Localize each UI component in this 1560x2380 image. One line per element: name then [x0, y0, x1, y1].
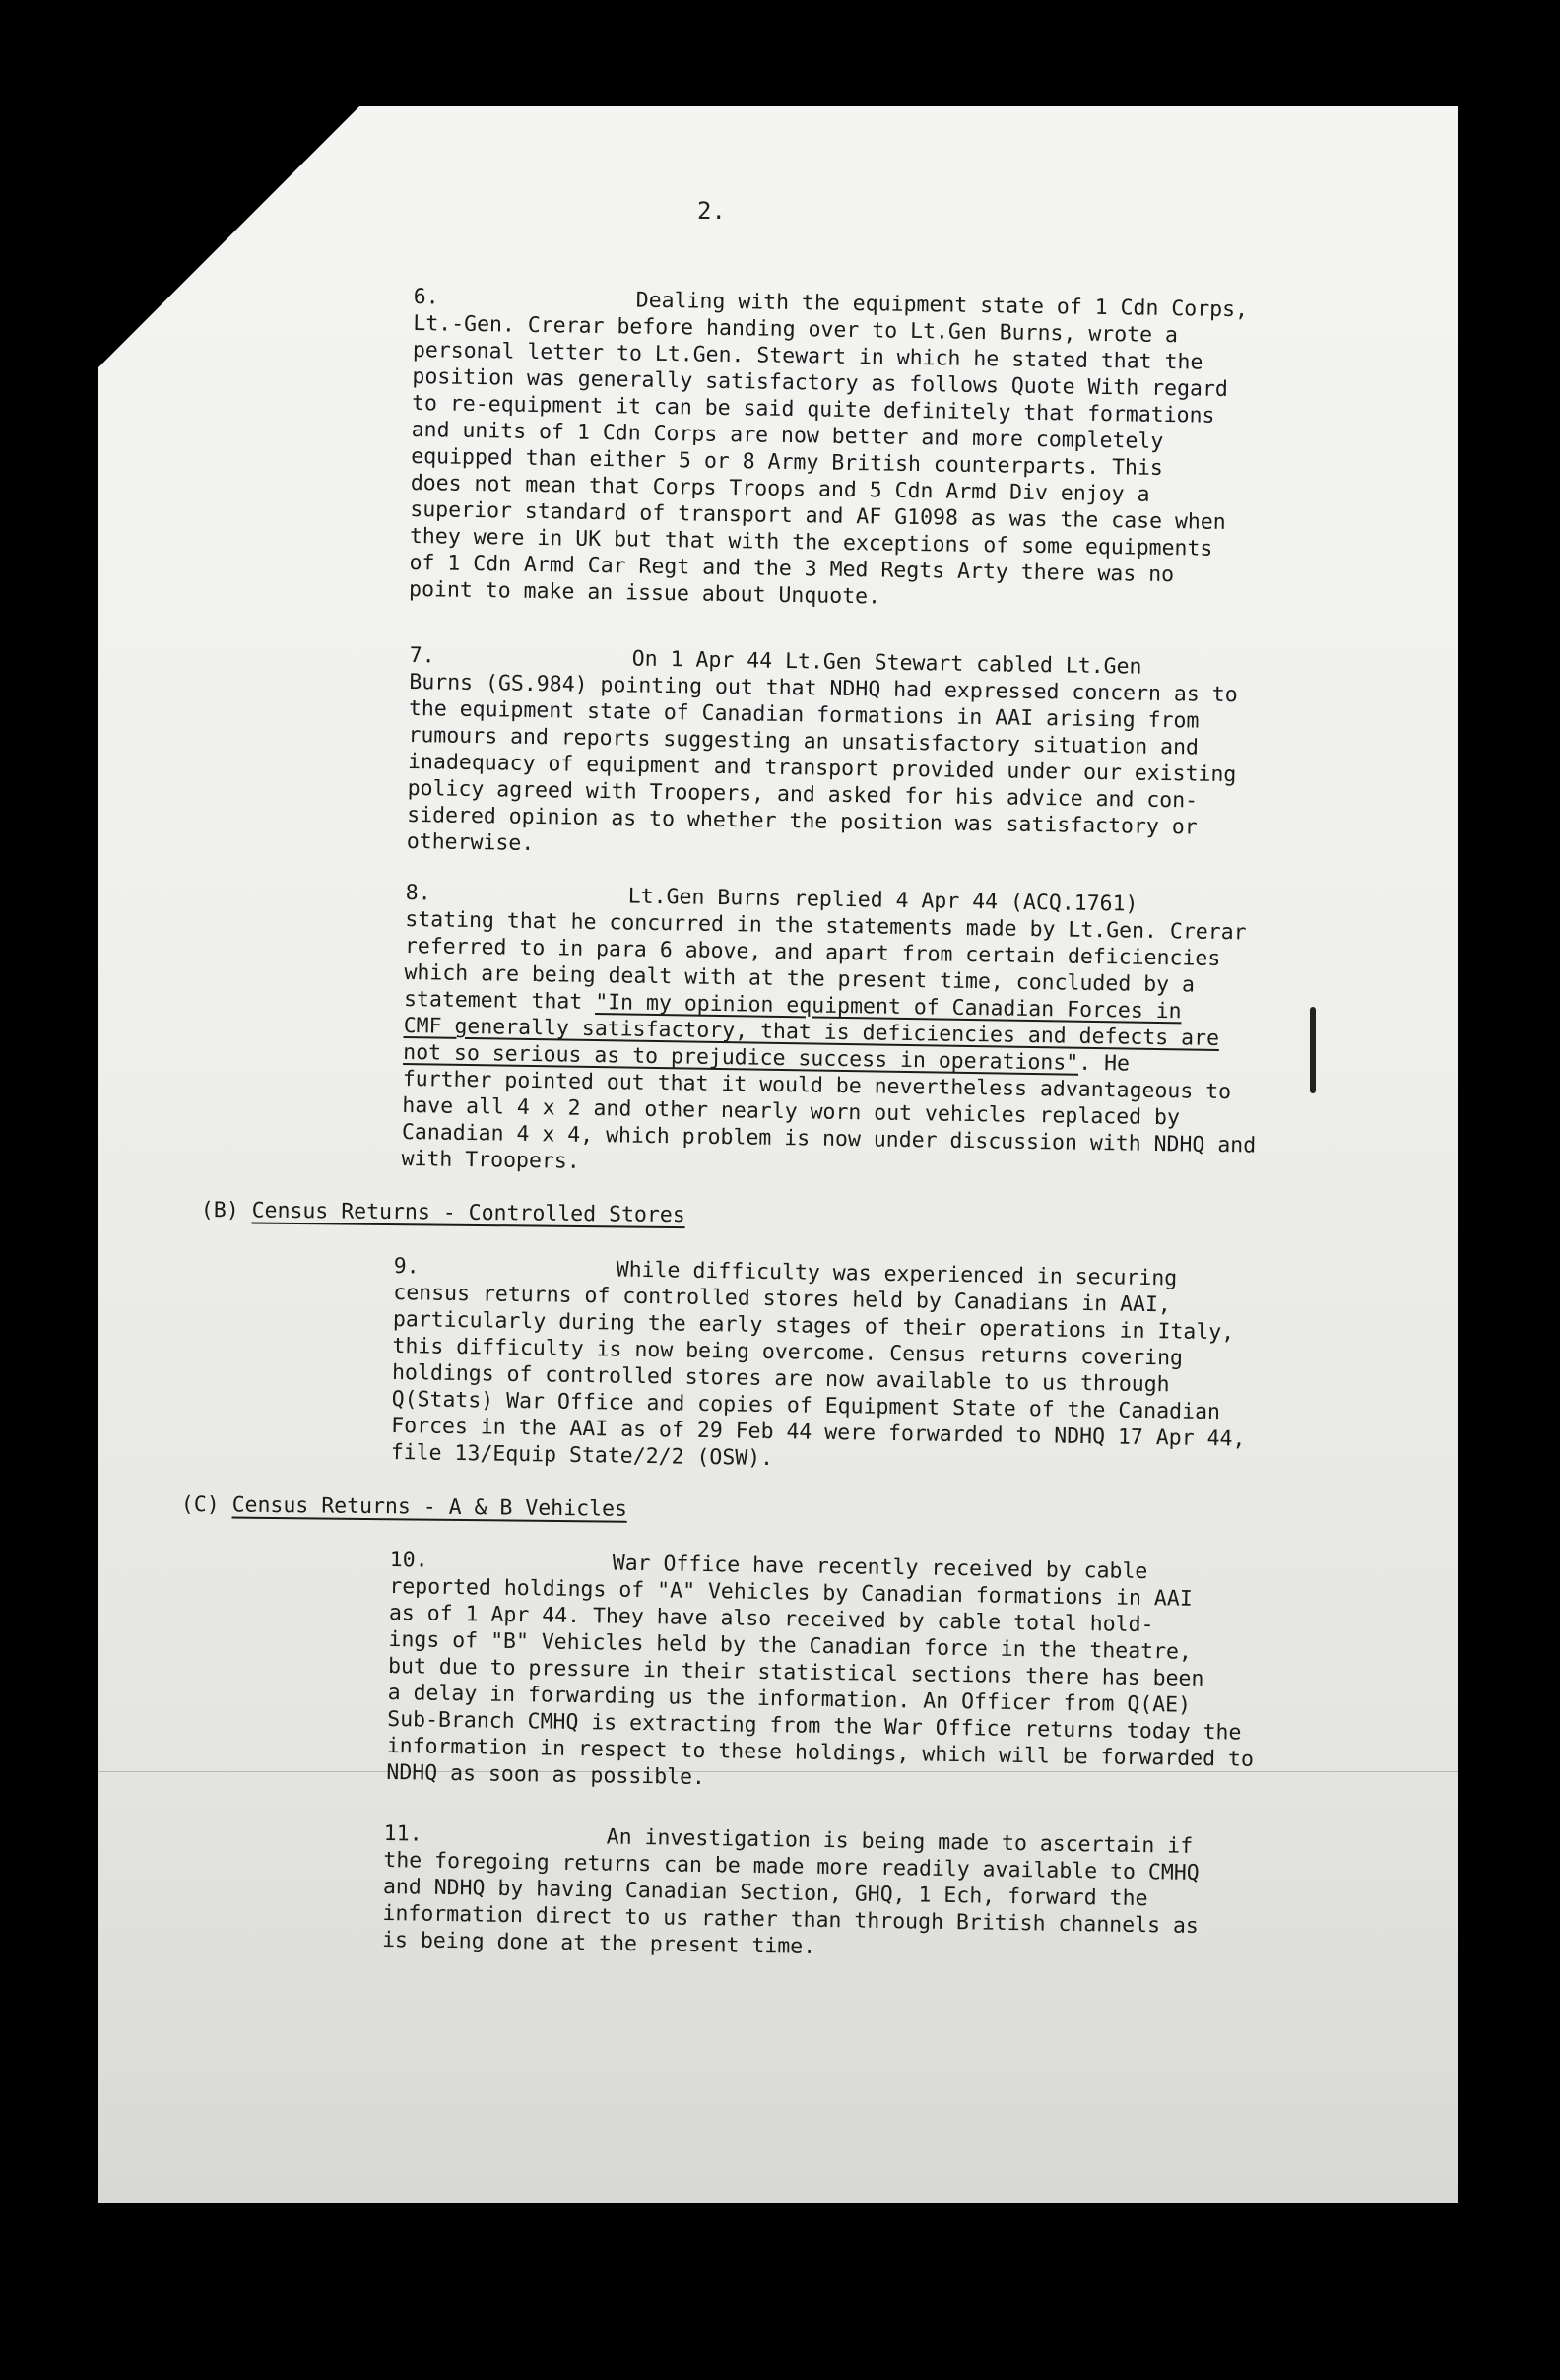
paragraph-9 [391, 1253, 1249, 1480]
paragraph-number: 8. [405, 880, 431, 906]
underlined-quote: "In my opinion equipment of Canadian Forces in CMF generally satisfactory, that is deficiencies and defects are not so serious as to prejudice success in operations" [403, 990, 1220, 1076]
section-title: Census Returns - Controlled Stores [251, 1198, 685, 1228]
paragraph-6 [409, 284, 1248, 616]
paragraph-number: 10. [389, 1547, 428, 1573]
margin-mark [1310, 1007, 1316, 1093]
paragraph-text: While difficulty was experienced in securing census returns of controlled stores held by Canadians in AAI, particularly during the early stages of their operations in Italy, this difficulty is now being overcome. Census returns covering holdings of controlled stores are now available to us through Q(Stats) War Office and copies of Equipment State of the Canadian Forces in the AAI as of 29 Feb 44 were forwarded to NDHQ 17 Apr 44, file 13/Equip State/2/2 (OSW). [390, 1257, 1246, 1472]
paragraph-7 [407, 642, 1239, 868]
paragraph-number: 11. [383, 1820, 422, 1847]
paragraph-8 [401, 880, 1260, 1186]
paragraph-text-continued: . He further pointed out that it would be nevertheless advantageous to have all 4 x 2 and other nearly worn out vehicles replaced by Canadian 4 x 4, which problem is now under discussion with NDHQ and with Troopers. [401, 1050, 1257, 1174]
paragraph-number: 9. [393, 1253, 420, 1280]
paragraph-text: War Office have recently received by cable reported holdings of "A" Vehicles by Canadian formations in AAI as of 1 Apr 44. They have also received by cable total hold- ings of "B" Vehicles held by the Canadian force in the theatre, but due to pressure in their statistical sections there has been a delay in forwarding us the information. An Officer from Q(AE) Sub-Branch CMHQ is extracting from the War Office returns today the information in respect to these holdings, which will be forwarded to NDHQ as soon as possible. [386, 1551, 1255, 1791]
section-title: Census Returns - A & B Vehicles [231, 1492, 628, 1522]
paragraph-number: 7. [409, 642, 435, 669]
section-c-heading [181, 1492, 627, 1522]
paragraph-text: An investigation is being made to ascertain if the foregoing returns can be made more readily available to CMHQ and NDHQ by having Canadian Section, GHQ, 1 Ech, forward the information direct to us rather than through British channels as is being done at the present time. [381, 1824, 1200, 1959]
paragraph-10 [386, 1547, 1257, 1800]
paragraph-number: 6. [413, 284, 439, 310]
paragraph-11 [382, 1820, 1200, 1966]
section-letter: (B) [200, 1198, 239, 1223]
paragraph-text: Lt.Gen Burns replied 4 Apr 44 (ACQ.1761) stating that he concurred in the statements made by Lt.Gen. Crerar referred to in para 6 above, and apart from certain deficiencies which are being dealt with at the present time, concluded by a statement that [403, 884, 1247, 1016]
paragraph-text: On 1 Apr 44 Lt.Gen Stewart cabled Lt.Gen Burns (GS.984) pointing out that NDHQ had expressed concern as to the equipment state of Canadian formations in AAI arising from rumours and reports suggesting an unsatisfactory situation and inadequacy of equipment and transport provided under our existing policy agreed with Troopers, and asked for his advice and con- sidered opinion as to whether the position was satisfactory or otherwise. [406, 646, 1238, 857]
paragraph-text: Dealing with the equipment state of 1 Cdn Corps, Lt.-Gen. Crerar before handing over to Lt.Gen Burns, wrote a personal letter to Lt.Gen. Stewart in which he stated that the position was generally satisfactory as follows Quote With regard to re-equipment it can be said quite definitely that formations and units of 1 Cdn Corps are now better and more completely equipped than either 5 or 8 Army British counterparts. This does not mean that Corps Troops and 5 Cdn Armd Div enjoy a superior standard of transport and AF G1098 as was the case when they were in UK but that with the exceptions of some equipments of 1 Cdn Armd Car Regt and the 3 Med Regts Arty there was no point to make an issue about Unquote. [408, 288, 1249, 610]
section-letter: (C) [180, 1492, 220, 1518]
section-b-heading [201, 1198, 685, 1227]
page-number: 2. [697, 197, 726, 225]
